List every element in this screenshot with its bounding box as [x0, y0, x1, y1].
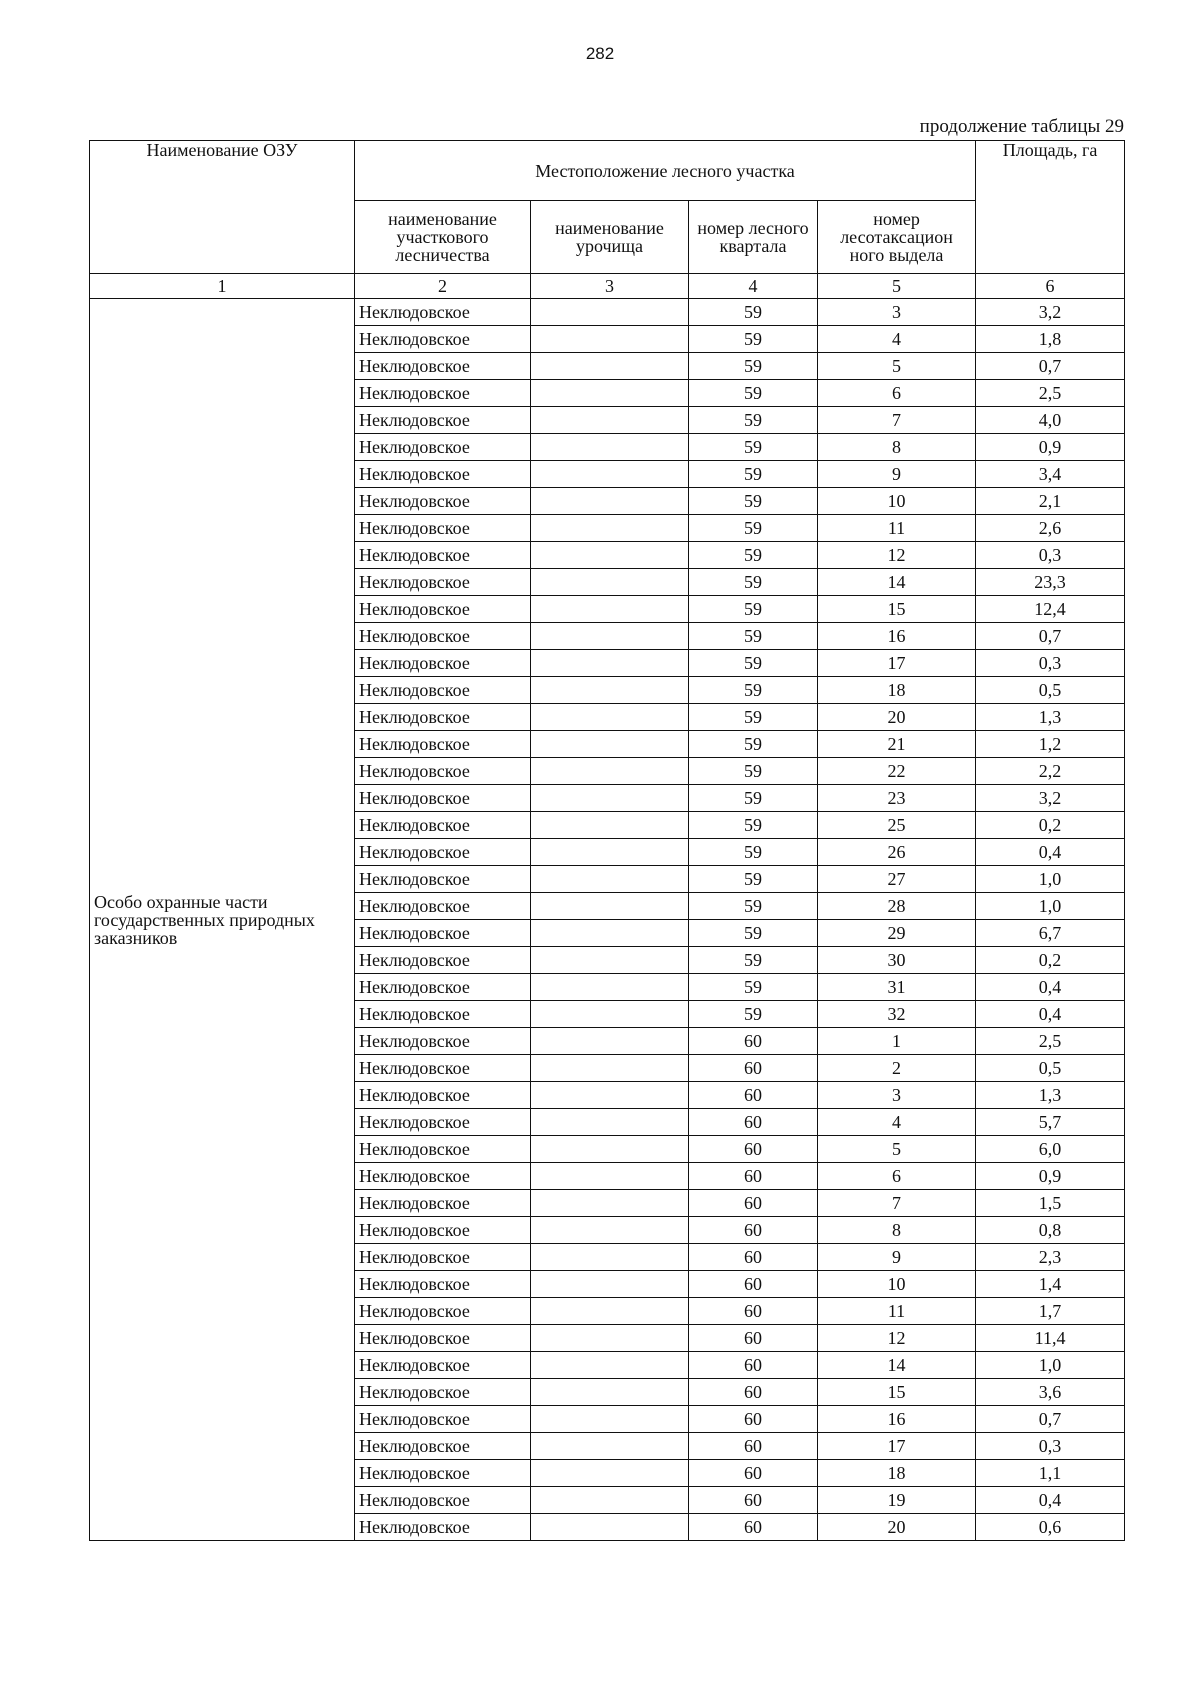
quarter-cell: 59 [689, 893, 818, 920]
forestry-cell: Неклюдовское [355, 650, 531, 677]
quarter-cell: 59 [689, 299, 818, 326]
forestry-cell: Неклюдовское [355, 1379, 531, 1406]
forestry-cell: Неклюдовское [355, 920, 531, 947]
compartment-cell: 16 [818, 623, 976, 650]
compartment-cell: 7 [818, 1190, 976, 1217]
forestry-cell: Неклюдовское [355, 488, 531, 515]
compartment-cell: 4 [818, 326, 976, 353]
tract-cell [531, 407, 689, 434]
forestry-cell: Неклюдовское [355, 434, 531, 461]
area-cell: 12,4 [976, 596, 1125, 623]
quarter-cell: 59 [689, 326, 818, 353]
tract-cell [531, 650, 689, 677]
compartment-cell: 26 [818, 839, 976, 866]
quarter-cell: 60 [689, 1514, 818, 1541]
quarter-cell: 59 [689, 677, 818, 704]
page-number: 282 [585, 44, 615, 63]
forestry-cell: Неклюдовское [355, 569, 531, 596]
quarter-cell: 59 [689, 947, 818, 974]
forestry-cell: Неклюдовское [355, 1055, 531, 1082]
area-cell: 2,5 [976, 380, 1125, 407]
column-number: 2 [355, 274, 531, 299]
quarter-cell: 59 [689, 920, 818, 947]
quarter-cell: 59 [689, 758, 818, 785]
forestry-cell: Неклюдовское [355, 839, 531, 866]
compartment-cell: 17 [818, 650, 976, 677]
compartment-cell: 12 [818, 542, 976, 569]
tract-cell [531, 542, 689, 569]
forestry-cell: Неклюдовское [355, 1028, 531, 1055]
quarter-cell: 59 [689, 623, 818, 650]
forestry-cell: Неклюдовское [355, 1514, 531, 1541]
quarter-cell: 60 [689, 1217, 818, 1244]
area-cell: 1,3 [976, 1082, 1125, 1109]
tract-cell [531, 785, 689, 812]
area-cell: 2,1 [976, 488, 1125, 515]
area-cell: 0,4 [976, 974, 1125, 1001]
compartment-cell: 11 [818, 1298, 976, 1325]
quarter-cell: 60 [689, 1136, 818, 1163]
table-continuation-label: продолжение таблицы 29 [919, 116, 1124, 137]
forestry-cell: Неклюдовское [355, 704, 531, 731]
forestry-cell: Неклюдовское [355, 1433, 531, 1460]
forestry-cell: Неклюдовское [355, 596, 531, 623]
quarter-cell: 60 [689, 1109, 818, 1136]
column-number: 5 [818, 274, 976, 299]
table-body [90, 299, 1125, 1541]
tract-cell [531, 920, 689, 947]
forestry-cell: Неклюдовское [355, 677, 531, 704]
area-cell: 0,3 [976, 542, 1125, 569]
compartment-cell: 18 [818, 1460, 976, 1487]
forestry-cell: Неклюдовское [355, 299, 531, 326]
quarter-cell: 60 [689, 1406, 818, 1433]
header-compartment: номер лесотаксацион ного выдела [818, 201, 976, 274]
column-number: 6 [976, 274, 1125, 299]
quarter-cell: 60 [689, 1163, 818, 1190]
forestry-cell: Неклюдовское [355, 461, 531, 488]
compartment-cell: 10 [818, 488, 976, 515]
tract-cell [531, 1406, 689, 1433]
tract-cell [531, 380, 689, 407]
tract-cell [531, 596, 689, 623]
area-cell: 1,8 [976, 326, 1125, 353]
tract-cell [531, 569, 689, 596]
area-cell: 3,2 [976, 299, 1125, 326]
compartment-cell: 9 [818, 1244, 976, 1271]
area-cell: 1,5 [976, 1190, 1125, 1217]
area-cell: 3,2 [976, 785, 1125, 812]
compartment-cell: 8 [818, 1217, 976, 1244]
compartment-cell: 22 [818, 758, 976, 785]
compartment-cell: 4 [818, 1109, 976, 1136]
compartment-cell: 27 [818, 866, 976, 893]
quarter-cell: 60 [689, 1325, 818, 1352]
compartment-cell: 15 [818, 1379, 976, 1406]
area-cell: 2,2 [976, 758, 1125, 785]
tract-cell [531, 1271, 689, 1298]
tract-cell [531, 1379, 689, 1406]
tract-cell [531, 1514, 689, 1541]
column-number: 3 [531, 274, 689, 299]
tract-cell [531, 974, 689, 1001]
ozu-category-cell: Особо охранные части государственных природных заказников [90, 299, 355, 1541]
forestry-cell: Неклюдовское [355, 758, 531, 785]
area-cell: 1,1 [976, 1460, 1125, 1487]
area-cell: 0,7 [976, 623, 1125, 650]
tract-cell [531, 1028, 689, 1055]
tract-cell [531, 1352, 689, 1379]
forestry-cell: Неклюдовское [355, 1217, 531, 1244]
compartment-cell: 17 [818, 1433, 976, 1460]
tract-cell [531, 515, 689, 542]
tract-cell [531, 1487, 689, 1514]
tract-cell [531, 623, 689, 650]
compartment-cell: 9 [818, 461, 976, 488]
forestry-cell: Неклюдовское [355, 1460, 531, 1487]
area-cell: 1,7 [976, 1298, 1125, 1325]
forestry-cell: Неклюдовское [355, 380, 531, 407]
header-area: Площадь, га [976, 141, 1125, 274]
quarter-cell: 59 [689, 731, 818, 758]
area-cell: 0,3 [976, 1433, 1125, 1460]
area-cell: 4,0 [976, 407, 1125, 434]
area-cell: 1,2 [976, 731, 1125, 758]
tract-cell [531, 1244, 689, 1271]
quarter-cell: 59 [689, 866, 818, 893]
compartment-cell: 19 [818, 1487, 976, 1514]
area-cell: 11,4 [976, 1325, 1125, 1352]
tract-cell [531, 1109, 689, 1136]
area-cell: 3,6 [976, 1379, 1125, 1406]
header-tract: наименование урочища [531, 201, 689, 274]
quarter-cell: 59 [689, 704, 818, 731]
forestry-cell: Неклюдовское [355, 1352, 531, 1379]
column-number: 1 [90, 274, 355, 299]
area-cell: 3,4 [976, 461, 1125, 488]
compartment-cell: 7 [818, 407, 976, 434]
area-cell: 0,9 [976, 1163, 1125, 1190]
area-cell: 5,7 [976, 1109, 1125, 1136]
area-cell: 0,9 [976, 434, 1125, 461]
compartment-cell: 14 [818, 1352, 976, 1379]
forestry-cell: Неклюдовское [355, 1487, 531, 1514]
tract-cell [531, 758, 689, 785]
area-cell: 1,0 [976, 893, 1125, 920]
column-number: 4 [689, 274, 818, 299]
compartment-cell: 29 [818, 920, 976, 947]
forestry-cell: Неклюдовское [355, 731, 531, 758]
compartment-cell: 21 [818, 731, 976, 758]
compartment-cell: 32 [818, 1001, 976, 1028]
area-cell: 0,4 [976, 1487, 1125, 1514]
quarter-cell: 59 [689, 1001, 818, 1028]
tract-cell [531, 839, 689, 866]
forestry-cell: Неклюдовское [355, 1082, 531, 1109]
quarter-cell: 59 [689, 353, 818, 380]
forest-plots-table [89, 140, 1125, 1541]
tract-cell [531, 731, 689, 758]
area-cell: 0,4 [976, 839, 1125, 866]
quarter-cell: 60 [689, 1271, 818, 1298]
area-cell: 0,2 [976, 812, 1125, 839]
quarter-cell: 60 [689, 1379, 818, 1406]
quarter-cell: 60 [689, 1082, 818, 1109]
area-cell: 0,5 [976, 1055, 1125, 1082]
compartment-cell: 5 [818, 353, 976, 380]
tract-cell [531, 326, 689, 353]
header-forestry: наименование участкового лесничества [355, 201, 531, 274]
area-cell: 6,7 [976, 920, 1125, 947]
tract-cell [531, 1163, 689, 1190]
forestry-cell: Неклюдовское [355, 515, 531, 542]
quarter-cell: 60 [689, 1433, 818, 1460]
table-header [90, 141, 1125, 299]
compartment-cell: 6 [818, 1163, 976, 1190]
quarter-cell: 59 [689, 839, 818, 866]
compartment-cell: 10 [818, 1271, 976, 1298]
tract-cell [531, 893, 689, 920]
tract-cell [531, 1217, 689, 1244]
quarter-cell: 59 [689, 812, 818, 839]
quarter-cell: 60 [689, 1487, 818, 1514]
quarter-cell: 59 [689, 515, 818, 542]
area-cell: 0,8 [976, 1217, 1125, 1244]
column-number-row [90, 274, 1125, 299]
quarter-cell: 59 [689, 461, 818, 488]
compartment-cell: 31 [818, 974, 976, 1001]
quarter-cell: 59 [689, 596, 818, 623]
compartment-cell: 11 [818, 515, 976, 542]
quarter-cell: 60 [689, 1460, 818, 1487]
area-cell: 0,2 [976, 947, 1125, 974]
tract-cell [531, 812, 689, 839]
tract-cell [531, 1433, 689, 1460]
forestry-cell: Неклюдовское [355, 623, 531, 650]
forestry-cell: Неклюдовское [355, 866, 531, 893]
quarter-cell: 59 [689, 650, 818, 677]
tract-cell [531, 1190, 689, 1217]
table-row [90, 299, 1125, 326]
forestry-cell: Неклюдовское [355, 1001, 531, 1028]
compartment-cell: 2 [818, 1055, 976, 1082]
forestry-cell: Неклюдовское [355, 1406, 531, 1433]
quarter-cell: 59 [689, 974, 818, 1001]
area-cell: 6,0 [976, 1136, 1125, 1163]
quarter-cell: 60 [689, 1028, 818, 1055]
area-cell: 0,5 [976, 677, 1125, 704]
quarter-cell: 60 [689, 1298, 818, 1325]
area-cell: 1,4 [976, 1271, 1125, 1298]
compartment-cell: 25 [818, 812, 976, 839]
area-cell: 23,3 [976, 569, 1125, 596]
header-location-group: Местоположение лесного участка [355, 141, 976, 201]
compartment-cell: 8 [818, 434, 976, 461]
tract-cell [531, 1460, 689, 1487]
forestry-cell: Неклюдовское [355, 1325, 531, 1352]
compartment-cell: 3 [818, 299, 976, 326]
area-cell: 1,0 [976, 1352, 1125, 1379]
area-cell: 0,4 [976, 1001, 1125, 1028]
compartment-cell: 16 [818, 1406, 976, 1433]
forestry-cell: Неклюдовское [355, 407, 531, 434]
area-cell: 0,6 [976, 1514, 1125, 1541]
forestry-cell: Неклюдовское [355, 1109, 531, 1136]
area-cell: 2,5 [976, 1028, 1125, 1055]
forestry-cell: Неклюдовское [355, 1190, 531, 1217]
tract-cell [531, 299, 689, 326]
area-cell: 0,7 [976, 353, 1125, 380]
quarter-cell: 59 [689, 380, 818, 407]
area-cell: 0,7 [976, 1406, 1125, 1433]
compartment-cell: 18 [818, 677, 976, 704]
compartment-cell: 23 [818, 785, 976, 812]
area-cell: 1,0 [976, 866, 1125, 893]
tract-cell [531, 488, 689, 515]
tract-cell [531, 1055, 689, 1082]
quarter-cell: 60 [689, 1352, 818, 1379]
compartment-cell: 15 [818, 596, 976, 623]
forestry-cell: Неклюдовское [355, 1163, 531, 1190]
compartment-cell: 5 [818, 1136, 976, 1163]
tract-cell [531, 677, 689, 704]
header-quarter: номер лесного квартала [689, 201, 818, 274]
tract-cell [531, 1082, 689, 1109]
forestry-cell: Неклюдовское [355, 1271, 531, 1298]
compartment-cell: 28 [818, 893, 976, 920]
area-cell: 1,3 [976, 704, 1125, 731]
compartment-cell: 6 [818, 380, 976, 407]
area-cell: 0,3 [976, 650, 1125, 677]
quarter-cell: 59 [689, 542, 818, 569]
tract-cell [531, 1136, 689, 1163]
forestry-cell: Неклюдовское [355, 1244, 531, 1271]
forestry-cell: Неклюдовское [355, 353, 531, 380]
tract-cell [531, 866, 689, 893]
quarter-cell: 59 [689, 407, 818, 434]
tract-cell [531, 1298, 689, 1325]
area-cell: 2,6 [976, 515, 1125, 542]
compartment-cell: 30 [818, 947, 976, 974]
tract-cell [531, 353, 689, 380]
forestry-cell: Неклюдовское [355, 812, 531, 839]
quarter-cell: 60 [689, 1244, 818, 1271]
quarter-cell: 59 [689, 488, 818, 515]
compartment-cell: 20 [818, 1514, 976, 1541]
forestry-cell: Неклюдовское [355, 326, 531, 353]
compartment-cell: 12 [818, 1325, 976, 1352]
compartment-cell: 3 [818, 1082, 976, 1109]
header-ozu-name: Наименование ОЗУ [90, 141, 355, 274]
tract-cell [531, 1325, 689, 1352]
forestry-cell: Неклюдовское [355, 893, 531, 920]
area-cell: 2,3 [976, 1244, 1125, 1271]
quarter-cell: 60 [689, 1190, 818, 1217]
compartment-cell: 14 [818, 569, 976, 596]
compartment-cell: 20 [818, 704, 976, 731]
tract-cell [531, 1001, 689, 1028]
tract-cell [531, 434, 689, 461]
forestry-cell: Неклюдовское [355, 947, 531, 974]
compartment-cell: 1 [818, 1028, 976, 1055]
quarter-cell: 60 [689, 1055, 818, 1082]
quarter-cell: 59 [689, 785, 818, 812]
forestry-cell: Неклюдовское [355, 1298, 531, 1325]
tract-cell [531, 461, 689, 488]
forestry-cell: Неклюдовское [355, 542, 531, 569]
forestry-cell: Неклюдовское [355, 1136, 531, 1163]
forestry-cell: Неклюдовское [355, 974, 531, 1001]
forestry-cell: Неклюдовское [355, 785, 531, 812]
tract-cell [531, 947, 689, 974]
tract-cell [531, 704, 689, 731]
quarter-cell: 59 [689, 569, 818, 596]
quarter-cell: 59 [689, 434, 818, 461]
